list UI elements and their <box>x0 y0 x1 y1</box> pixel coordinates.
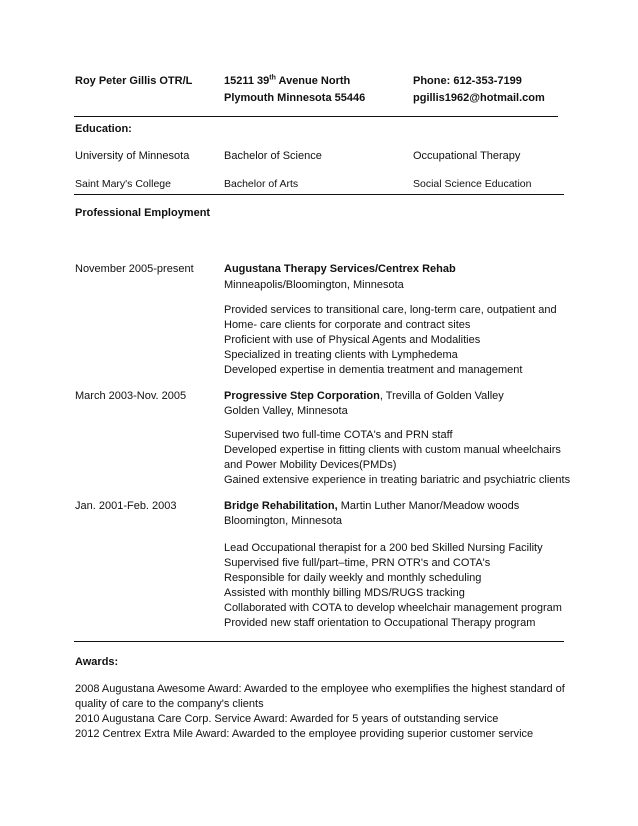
duty-line: and Power Mobility Devices(PMDs) <box>224 459 397 471</box>
employment-heading: Professional Employment <box>75 207 211 219</box>
duty-line: Gained extensive experience in treating bariatric and psychiatric clients <box>224 474 571 486</box>
job-employer-name: Bridge Rehabilitation, <box>224 500 338 512</box>
duty-line: Proficient with use of Physical Agents and Modalities <box>224 334 481 346</box>
job-location: Minneapolis/Bloomington, Minnesota <box>224 279 404 291</box>
address-ordinal: th <box>269 74 276 82</box>
duty-line: Provided services to transitional care, long-term care, outpatient and <box>224 304 557 316</box>
duty-line: Lead Occupational therapist for a 200 bed Skilled Nursing Facility <box>224 542 543 554</box>
job-location: Bloomington, Minnesota <box>224 515 343 527</box>
job-dates: Jan. 2001-Feb. 2003 <box>75 500 177 512</box>
duty-line: Collaborated with COTA to develop wheelchair management program <box>224 602 562 614</box>
award-line: 2010 Augustana Care Corp. Service Award: Awarded for 5 years of outstanding service <box>75 713 499 725</box>
email: pgillis1962@hotmail.com <box>413 92 545 104</box>
address-number: 15211 39 <box>224 75 270 87</box>
address-line <box>224 75 350 87</box>
job-employer-name: Augustana Therapy Services/Centrex Rehab <box>224 263 456 275</box>
job-duties <box>224 428 570 488</box>
job-duties <box>224 303 557 378</box>
job-location: Golden Valley, Minnesota <box>224 405 348 417</box>
duty-line: Developed expertise in dementia treatment and management <box>224 364 523 376</box>
duty-line: Responsible for daily weekly and monthly scheduling <box>224 572 482 584</box>
edu-field: Social Science Education <box>413 178 532 190</box>
edu-degree: Bachelor of Arts <box>224 178 299 190</box>
duty-line: Home- care clients for corporate and contract sites <box>224 319 471 331</box>
education-divider <box>74 194 564 195</box>
header-divider <box>74 116 558 117</box>
award-line: 2012 Centrex Extra Mile Award: Awarded to the employee providing superior customer service <box>75 728 534 740</box>
employment-divider <box>74 641 564 642</box>
duty-line: Supervised five full/part–time, PRN OTR's and COTA's <box>224 557 491 569</box>
award-line: quality of care to the company's clients <box>75 698 264 710</box>
duty-line: Developed expertise in fitting clients with custom manual wheelchairs <box>224 444 561 456</box>
phone: Phone: 612-353-7199 <box>413 75 522 87</box>
job-employer-name: Progressive Step Corporation <box>224 390 380 402</box>
job-employer <box>224 263 456 275</box>
duty-line: Assisted with monthly billing MDS/RUGS tracking <box>224 587 465 599</box>
job-dates: March 2003-Nov. 2005 <box>75 390 187 402</box>
award-line: 2008 Augustana Awesome Award: Awarded to the employee who exemplifies the highest standard of <box>75 683 565 695</box>
job-duties <box>224 541 562 631</box>
edu-school: University of Minnesota <box>75 150 190 162</box>
job-employer-site: Martin Luther Manor/Meadow woods <box>337 500 520 512</box>
address-city: Plymouth Minnesota 55446 <box>224 92 366 104</box>
job-employer <box>224 500 519 512</box>
awards-list <box>75 682 565 742</box>
duty-line: Specialized in treating clients with Lymphedema <box>224 349 458 361</box>
edu-school: Saint Mary's College <box>75 178 171 190</box>
awards-heading: Awards: <box>75 656 119 668</box>
job-employer-site: , Trevilla of Golden Valley <box>379 390 504 402</box>
resume-name: Roy Peter Gillis OTR/L <box>75 75 193 87</box>
duty-line: Provided new staff orientation to Occupational Therapy program <box>224 617 536 629</box>
duty-line: Supervised two full-time COTA's and PRN staff <box>224 429 453 441</box>
address-street: Avenue North <box>275 75 351 87</box>
job-employer <box>224 390 504 402</box>
edu-field: Occupational Therapy <box>413 150 521 162</box>
edu-degree: Bachelor of Science <box>224 150 322 162</box>
job-dates: November 2005-present <box>75 263 194 275</box>
education-heading: Education: <box>75 123 132 135</box>
